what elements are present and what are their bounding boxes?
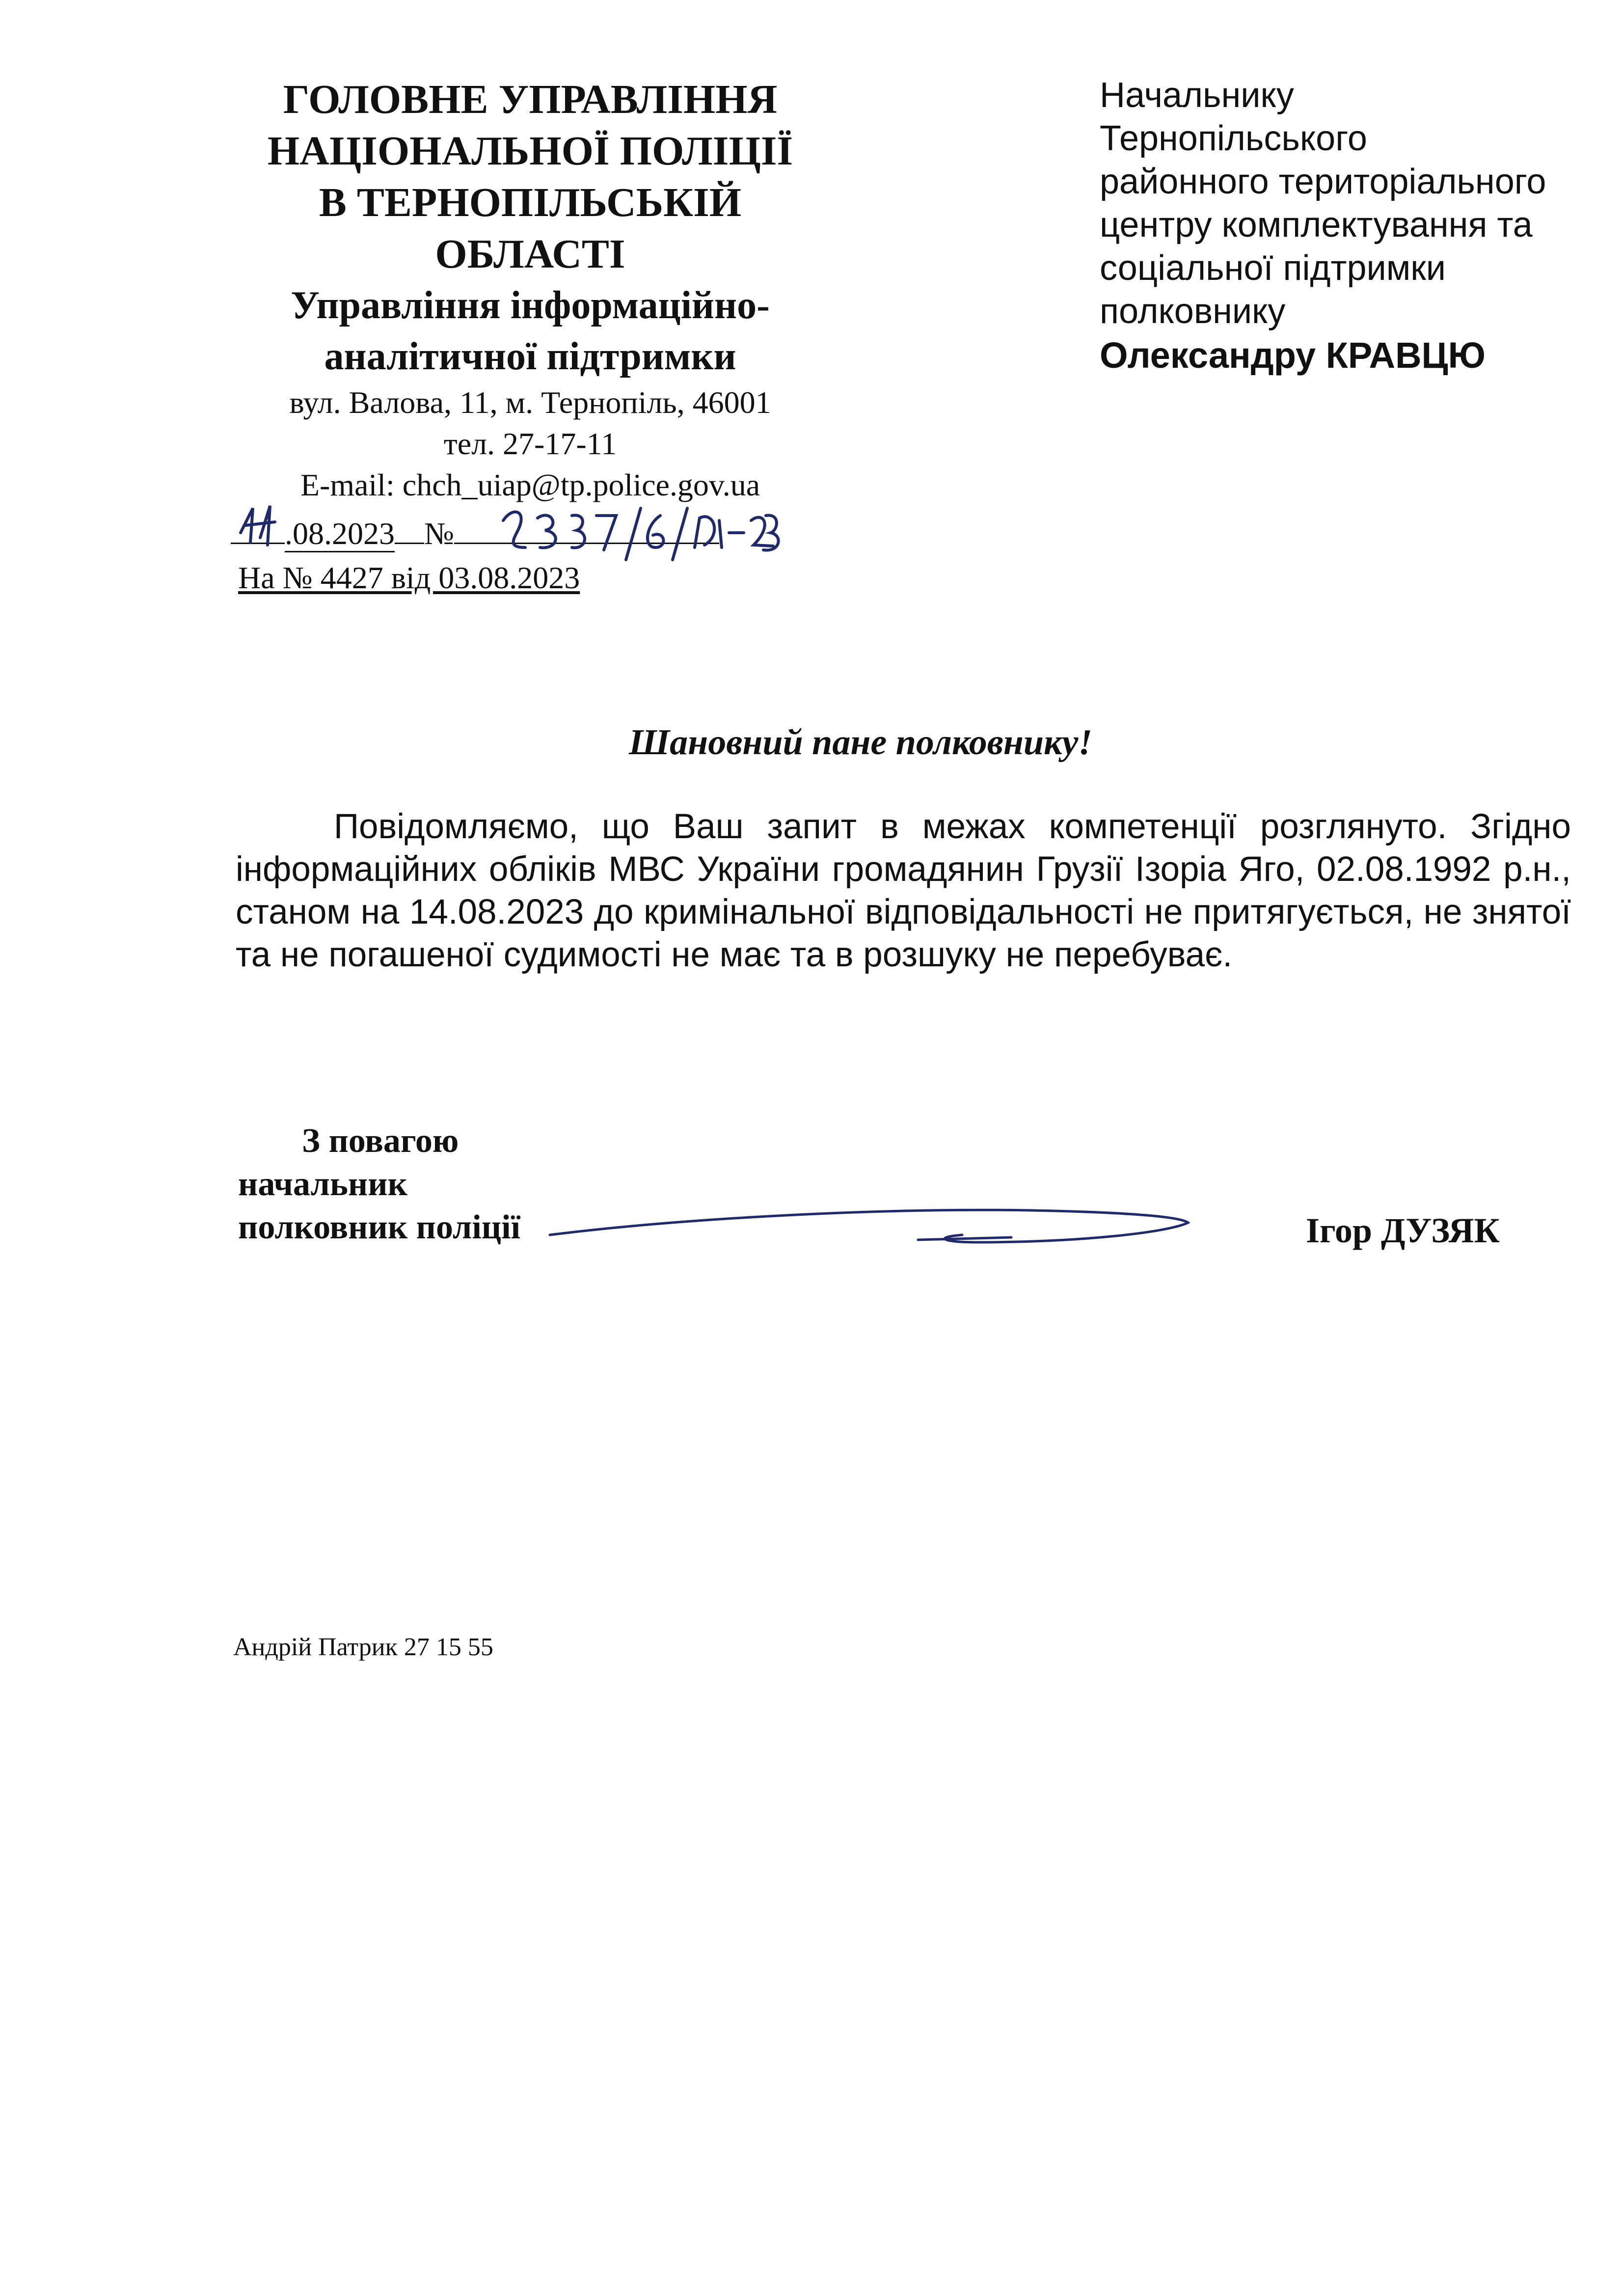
- reply-to-reference: На № 4427 від 03.08.2023: [238, 560, 580, 595]
- closing-position: начальник: [238, 1165, 407, 1203]
- executor-contact: Андрій Патрик 27 15 55: [233, 1633, 493, 1661]
- letter-body: Повідомляємо, що Ваш запит в межах компетенції розглянуто. Згідно інформаційних обліків МВС України громадянин Грузії Ізоріа Яго, 02.08.1992 р.н., станом на 14.08.2023 до кримінальної відповідальності не притягується, не знятої та не погашеної судимості не має та в розшуку не перебуває.: [236, 807, 1571, 974]
- handwritten-signature: [540, 1188, 1227, 1267]
- sender-org-line: В ТЕРНОПІЛЬСЬКІЙ: [319, 180, 742, 225]
- sender-org-line: НАЦІОНАЛЬНОЇ ПОЛІЦІЇ: [267, 128, 793, 174]
- sender-email: E-mail: chch_uiap@tp.police.gov.ua: [300, 467, 760, 502]
- closing-block: [238, 1120, 520, 1249]
- reference-number-sign: №: [424, 516, 455, 551]
- addressee-line: Начальнику: [1100, 76, 1294, 115]
- reference-date: .08.2023: [285, 516, 395, 552]
- sender-org-line: ГОЛОВНЕ УПРАВЛІННЯ: [283, 77, 778, 122]
- signer-name: Ігор ДУЗЯК: [1306, 1211, 1500, 1250]
- handwritten-number: [498, 501, 793, 565]
- salutation: Шановний пане полковнику!: [628, 722, 1093, 763]
- addressee-name: Олександру КРАВЦЮ: [1100, 335, 1486, 376]
- addressee-line: районного територіального: [1100, 162, 1546, 201]
- sender-block: [211, 74, 849, 506]
- sender-dept-line: Управління інформаційно-: [291, 284, 770, 327]
- closing-rank: полковник поліції: [238, 1208, 521, 1246]
- addressee-line: полковнику: [1100, 292, 1286, 331]
- sender-phone: тел. 27-17-11: [443, 426, 617, 461]
- closing-respect: З повагою: [302, 1122, 459, 1160]
- addressee-block: [1100, 74, 1591, 378]
- sender-org-line: ОБЛАСТІ: [435, 231, 625, 277]
- addressee-line: центру комплектування та: [1100, 205, 1533, 245]
- addressee-line: соціальної підтримки: [1100, 248, 1446, 288]
- addressee-line: Тернопільського: [1100, 119, 1367, 158]
- handwritten-day: [236, 498, 295, 552]
- reference-gap: [395, 543, 424, 544]
- sender-address: вул. Валова, 11, м. Тернопіль, 46001: [289, 385, 771, 420]
- sender-dept-line: аналітичної підтримки: [324, 335, 736, 378]
